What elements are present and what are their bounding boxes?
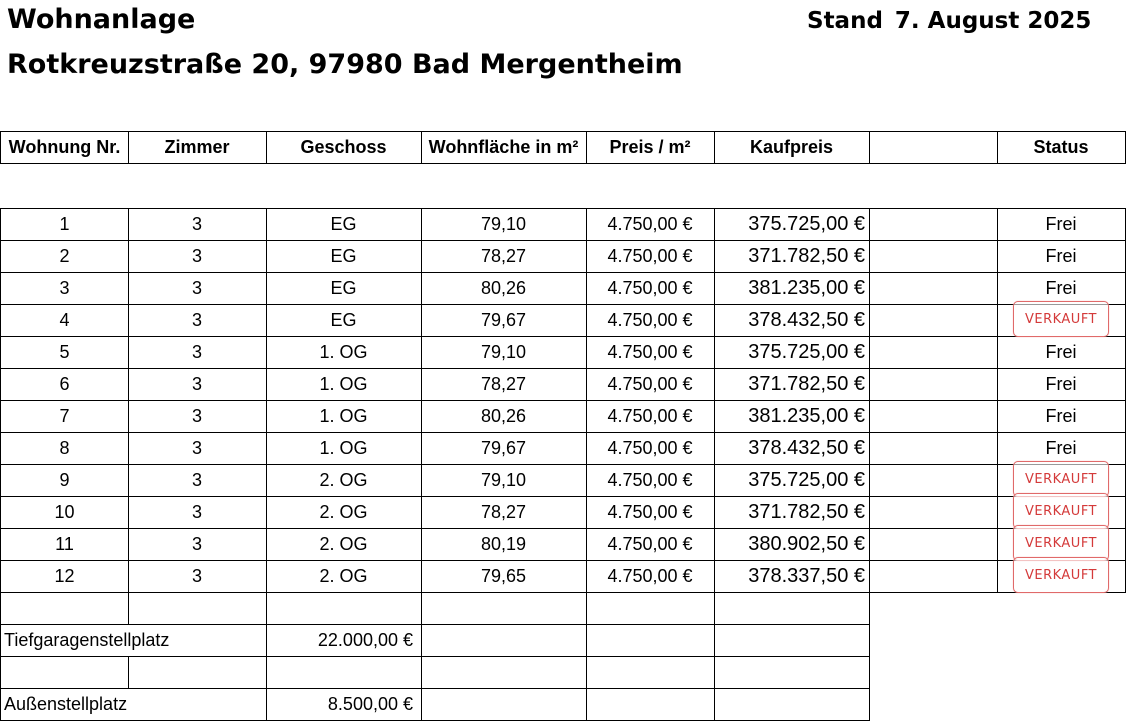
preis-m2-cell: 4.750,00 € bbox=[586, 368, 715, 401]
parking-label: Außenstellplatz bbox=[0, 688, 267, 721]
verkauft-stamp: VERKAUFT bbox=[1013, 557, 1109, 593]
empty-cell bbox=[421, 688, 587, 721]
empty-cell bbox=[421, 656, 587, 689]
verkauft-stamp: VERKAUFT bbox=[1013, 493, 1109, 529]
wohnflaeche-cell: 80,26 bbox=[421, 272, 587, 305]
wohnflaeche-cell: 78,27 bbox=[421, 368, 587, 401]
parking-price: 22.000,00 € bbox=[266, 624, 422, 657]
wohnung-nr-cell: 10 bbox=[0, 496, 129, 529]
preis-m2-cell: 4.750,00 € bbox=[586, 400, 715, 433]
parking-price: 8.500,00 € bbox=[266, 688, 422, 721]
status-cell: Frei bbox=[997, 400, 1126, 433]
wohnung-nr-cell: 3 bbox=[0, 272, 129, 305]
geschoss-cell: EG bbox=[266, 304, 422, 337]
wohnflaeche-cell: 79,67 bbox=[421, 432, 587, 465]
parking-label: Tiefgaragenstellplatz bbox=[0, 624, 267, 657]
header-zimmer: Zimmer bbox=[128, 131, 267, 164]
wohnung-nr-cell: 5 bbox=[0, 336, 129, 369]
empty-cell bbox=[0, 656, 129, 689]
stand-date-value: 7. August 2025 bbox=[894, 8, 1092, 34]
status-cell: Frei bbox=[997, 432, 1126, 465]
wohnung-nr-cell: 1 bbox=[0, 208, 129, 241]
zimmer-cell: 3 bbox=[128, 400, 267, 433]
kaufpreis-cell: 378.337,50 € bbox=[714, 560, 870, 593]
zimmer-cell: 3 bbox=[128, 336, 267, 369]
wohnflaeche-cell: 79,65 bbox=[421, 560, 587, 593]
header-wohnflaeche: Wohnfläche in m² bbox=[421, 131, 587, 164]
wohnung-nr-cell: 4 bbox=[0, 304, 129, 337]
empty-cell bbox=[869, 560, 998, 593]
preis-m2-cell: 4.750,00 € bbox=[586, 528, 715, 561]
kaufpreis-cell: 371.782,50 € bbox=[714, 240, 870, 273]
verkauft-stamp: VERKAUFT bbox=[1013, 461, 1109, 497]
zimmer-cell: 3 bbox=[128, 432, 267, 465]
stand-label: Stand bbox=[807, 8, 883, 34]
empty-cell bbox=[869, 400, 998, 433]
empty-cell bbox=[586, 656, 715, 689]
empty-cell bbox=[869, 496, 998, 529]
empty-cell bbox=[128, 656, 267, 689]
wohnung-nr-cell: 6 bbox=[0, 368, 129, 401]
preis-m2-cell: 4.750,00 € bbox=[586, 432, 715, 465]
zimmer-cell: 3 bbox=[128, 496, 267, 529]
kaufpreis-cell: 375.725,00 € bbox=[714, 208, 870, 241]
wohnung-nr-cell: 11 bbox=[0, 528, 129, 561]
empty-cell bbox=[266, 592, 422, 625]
preis-m2-cell: 4.750,00 € bbox=[586, 240, 715, 273]
preis-m2-cell: 4.750,00 € bbox=[586, 304, 715, 337]
geschoss-cell: 2. OG bbox=[266, 496, 422, 529]
kaufpreis-cell: 375.725,00 € bbox=[714, 464, 870, 497]
geschoss-cell: 2. OG bbox=[266, 528, 422, 561]
empty-cell bbox=[128, 592, 267, 625]
status-cell: Frei bbox=[997, 272, 1126, 305]
preis-m2-cell: 4.750,00 € bbox=[586, 560, 715, 593]
status-cell: Frei bbox=[997, 368, 1126, 401]
preis-m2-cell: 4.750,00 € bbox=[586, 272, 715, 305]
empty-cell bbox=[714, 592, 870, 625]
wohnflaeche-cell: 79,67 bbox=[421, 304, 587, 337]
preis-m2-cell: 4.750,00 € bbox=[586, 496, 715, 529]
empty-cell bbox=[869, 304, 998, 337]
wohnflaeche-cell: 79,10 bbox=[421, 464, 587, 497]
zimmer-cell: 3 bbox=[128, 560, 267, 593]
wohnflaeche-cell: 78,27 bbox=[421, 240, 587, 273]
empty-cell bbox=[586, 592, 715, 625]
kaufpreis-cell: 371.782,50 € bbox=[714, 368, 870, 401]
geschoss-cell: 1. OG bbox=[266, 368, 422, 401]
empty-cell bbox=[869, 272, 998, 305]
wohnung-nr-cell: 12 bbox=[0, 560, 129, 593]
zimmer-cell: 3 bbox=[128, 240, 267, 273]
kaufpreis-cell: 380.902,50 € bbox=[714, 528, 870, 561]
verkauft-stamp: VERKAUFT bbox=[1013, 525, 1109, 561]
wohnflaeche-cell: 79,10 bbox=[421, 208, 587, 241]
status-cell: Frei bbox=[997, 208, 1126, 241]
document-title: Wohnanlage bbox=[7, 4, 196, 35]
zimmer-cell: 3 bbox=[128, 528, 267, 561]
geschoss-cell: 1. OG bbox=[266, 400, 422, 433]
wohnung-nr-cell: 7 bbox=[0, 400, 129, 433]
empty-cell bbox=[586, 688, 715, 721]
wohnflaeche-cell: 79,10 bbox=[421, 336, 587, 369]
geschoss-cell: 2. OG bbox=[266, 464, 422, 497]
preis-m2-cell: 4.750,00 € bbox=[586, 336, 715, 369]
header-empty bbox=[869, 131, 998, 164]
empty-cell bbox=[0, 592, 129, 625]
empty-cell bbox=[869, 464, 998, 497]
kaufpreis-cell: 375.725,00 € bbox=[714, 336, 870, 369]
header-geschoss: Geschoss bbox=[266, 131, 422, 164]
preis-m2-cell: 4.750,00 € bbox=[586, 464, 715, 497]
empty-cell bbox=[714, 624, 870, 657]
header-preis-m2: Preis / m² bbox=[586, 131, 715, 164]
zimmer-cell: 3 bbox=[128, 464, 267, 497]
status-cell: Frei bbox=[997, 336, 1126, 369]
kaufpreis-cell: 378.432,50 € bbox=[714, 432, 870, 465]
empty-cell bbox=[869, 240, 998, 273]
zimmer-cell: 3 bbox=[128, 272, 267, 305]
empty-cell bbox=[869, 208, 998, 241]
kaufpreis-cell: 381.235,00 € bbox=[714, 400, 870, 433]
geschoss-cell: 1. OG bbox=[266, 336, 422, 369]
empty-cell bbox=[714, 656, 870, 689]
empty-cell bbox=[869, 528, 998, 561]
header-kaufpreis: Kaufpreis bbox=[714, 131, 870, 164]
wohnflaeche-cell: 78,27 bbox=[421, 496, 587, 529]
verkauft-stamp: VERKAUFT bbox=[1013, 301, 1109, 337]
geschoss-cell: 2. OG bbox=[266, 560, 422, 593]
wohnung-nr-cell: 8 bbox=[0, 432, 129, 465]
geschoss-cell: EG bbox=[266, 240, 422, 273]
wohnung-nr-cell: 2 bbox=[0, 240, 129, 273]
empty-cell bbox=[586, 624, 715, 657]
preis-m2-cell: 4.750,00 € bbox=[586, 208, 715, 241]
empty-cell bbox=[869, 432, 998, 465]
header-wohnung-nr: Wohnung Nr. bbox=[0, 131, 129, 164]
empty-cell bbox=[869, 368, 998, 401]
geschoss-cell: 1. OG bbox=[266, 432, 422, 465]
kaufpreis-cell: 371.782,50 € bbox=[714, 496, 870, 529]
empty-cell bbox=[714, 688, 870, 721]
geschoss-cell: EG bbox=[266, 272, 422, 305]
empty-cell bbox=[421, 624, 587, 657]
kaufpreis-cell: 381.235,00 € bbox=[714, 272, 870, 305]
geschoss-cell: EG bbox=[266, 208, 422, 241]
zimmer-cell: 3 bbox=[128, 304, 267, 337]
empty-cell bbox=[266, 656, 422, 689]
status-cell: Frei bbox=[997, 240, 1126, 273]
empty-cell bbox=[421, 592, 587, 625]
wohnflaeche-cell: 80,19 bbox=[421, 528, 587, 561]
zimmer-cell: 3 bbox=[128, 208, 267, 241]
header-status: Status bbox=[997, 131, 1126, 164]
kaufpreis-cell: 378.432,50 € bbox=[714, 304, 870, 337]
zimmer-cell: 3 bbox=[128, 368, 267, 401]
address: Rotkreuzstraße 20, 97980 Bad Mergentheim bbox=[7, 49, 683, 80]
empty-cell bbox=[869, 336, 998, 369]
stand-date bbox=[807, 10, 1091, 33]
wohnung-nr-cell: 9 bbox=[0, 464, 129, 497]
wohnflaeche-cell: 80,26 bbox=[421, 400, 587, 433]
